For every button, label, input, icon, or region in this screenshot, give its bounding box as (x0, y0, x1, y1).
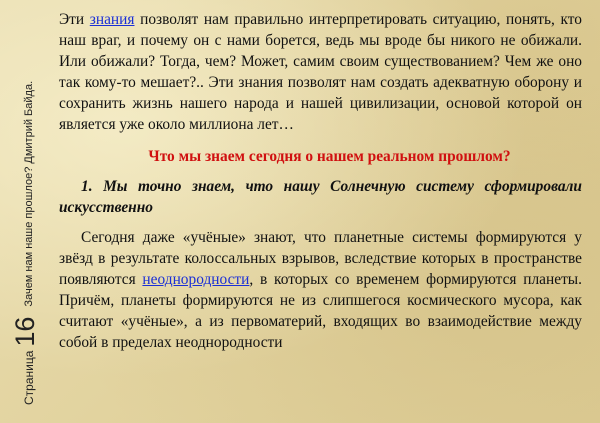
link-neodnorodnosti[interactable]: неоднородности (142, 271, 250, 288)
page-label: Страница (22, 350, 36, 405)
paragraph-text: Эти (59, 11, 90, 28)
paragraph-text: Сегодня даже «учёные» знают, что планетные системы формируются у звёзд в результате колоссальных взрывов, вследствие которых в пространстве появляются (59, 229, 582, 288)
document-content (59, 9, 582, 353)
link-znaniya[interactable]: знания (89, 11, 135, 28)
page-footer-vertical (9, 80, 40, 405)
paragraph-text: позволят нам правильно интерпретировать ситуацию, понять, кто наш враг, и почему он с нами борется, ведь мы вроде бы никого не обижали. Или обижали? Тогда, чем? Может, самим своим существованием? Чем же оно так кому-то мешает?.. Эти знания позволят нам создать адекватную оборону и сохранить жизнь нашего народа и нашей цивилизации, основой которой он является уже около миллиона лет… (59, 11, 582, 133)
paragraph-intro (59, 9, 582, 135)
page-number: 16 (10, 316, 40, 347)
book-title: Зачем нам наше прошлое? Дмитрий Байда. (23, 80, 35, 307)
section-question: Что мы знаем сегодня о нашем реальном прошлом? (148, 148, 511, 165)
paragraph-text: , в которых со временем формируются планеты. Причём, планеты формируются не из слипшегося космического мусора, как считают «учёные», а из первоматерий, входящих во взаимодействие между собой в пределах неоднородности (59, 271, 582, 351)
section-heading: 1. Мы точно знаем, что нашу Солнечную систему сформировали искусственно (59, 178, 582, 216)
paragraph-body (59, 227, 582, 353)
page-sidebar (0, 0, 46, 423)
